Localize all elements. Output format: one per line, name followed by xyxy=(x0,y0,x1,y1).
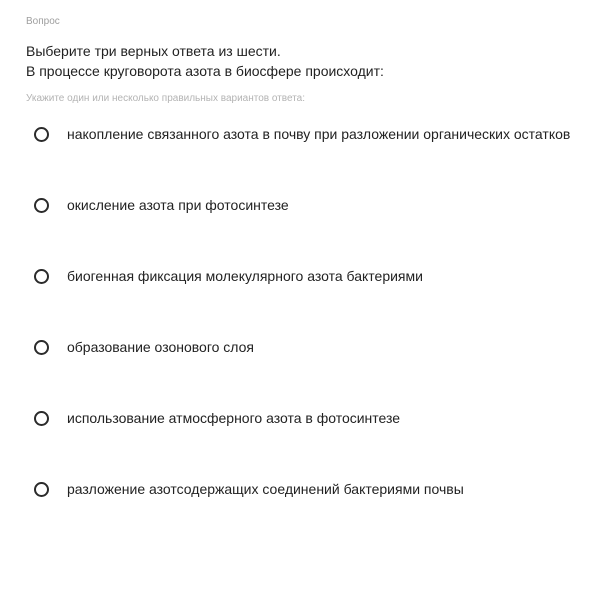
section-label: Вопрос xyxy=(26,16,60,27)
answer-option-label: накопление связанного азота в почву при разложении органических остатков xyxy=(67,126,571,142)
question-text xyxy=(26,41,384,81)
answer-option-label: использование атмосферного азота в фотосинтезе xyxy=(67,410,401,426)
answer-option-6[interactable] xyxy=(34,477,464,501)
question-line-2: В процессе круговорота азота в биосфере происходит: xyxy=(26,63,384,79)
radio-button[interactable] xyxy=(34,269,49,284)
answer-option-label: окисление азота при фотосинтезе xyxy=(67,197,289,213)
answer-option-label: образование озонового слоя xyxy=(67,339,254,355)
answer-option-1[interactable] xyxy=(34,122,570,146)
answer-option-label: разложение азотсодержащих соединений бактериями почвы xyxy=(67,481,464,497)
answer-option-5[interactable] xyxy=(34,406,400,430)
radio-button[interactable] xyxy=(34,127,49,142)
answer-option-label: биогенная фиксация молекулярного азота бактериями xyxy=(67,268,423,284)
question-line-1: Выберите три верных ответа из шести. xyxy=(26,43,281,59)
answer-option-3[interactable] xyxy=(34,264,423,288)
answer-option-4[interactable] xyxy=(34,335,254,359)
radio-button[interactable] xyxy=(34,198,49,213)
radio-button[interactable] xyxy=(34,482,49,497)
answer-hint: Укажите один или несколько правильных вариантов ответа: xyxy=(26,93,306,104)
radio-button[interactable] xyxy=(34,411,49,426)
radio-button[interactable] xyxy=(34,340,49,355)
answer-option-2[interactable] xyxy=(34,193,289,217)
